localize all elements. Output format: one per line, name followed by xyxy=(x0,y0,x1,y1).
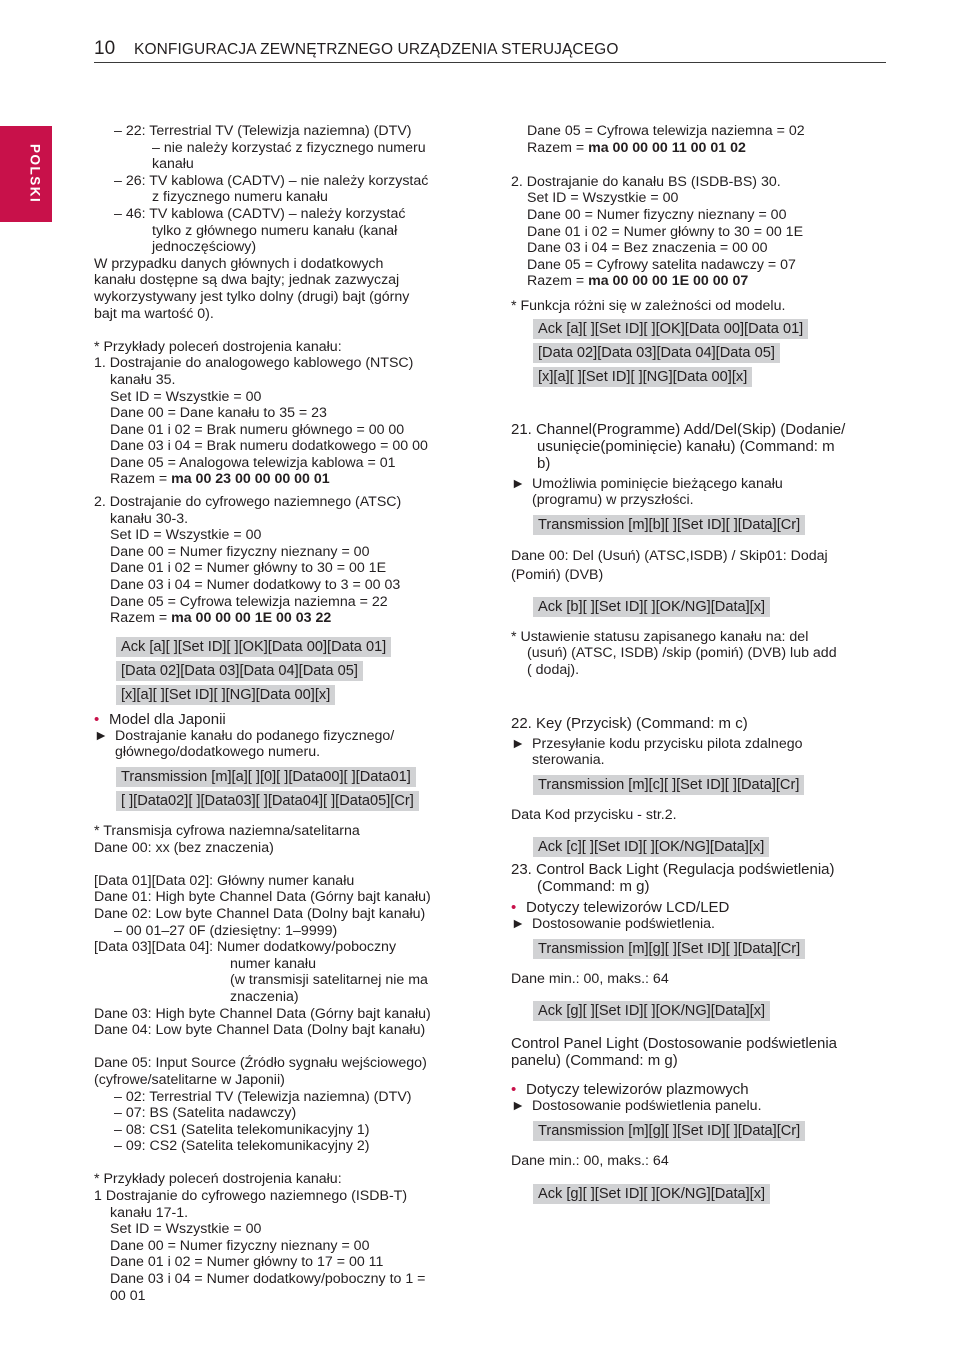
text-line: 00 01 xyxy=(110,1287,146,1304)
arrow-right-icon: ► xyxy=(511,1098,526,1115)
text-line: * Ustawienie statusu zapisanego kanału na: del xyxy=(511,628,809,645)
text-line: kanału xyxy=(152,156,194,173)
ack-command: [Data 02][Data 03][Data 04][Data 05] xyxy=(533,343,780,363)
text-line: wykorzystywany jest tylko dolny (drugi) bajt (górny xyxy=(94,288,410,305)
text-line: Dane 00: xx (bez znaczenia) xyxy=(94,839,274,856)
bullet-item xyxy=(511,1081,896,1098)
text-line xyxy=(94,610,474,627)
ack-command: Ack [a][ ][Set ID][ ][OK][Data 00][Data 01] xyxy=(116,637,391,657)
text-line: Dane min.: 00, maks.: 64 xyxy=(511,1153,669,1170)
arrow-text: Dostosowanie podświetlenia. xyxy=(532,916,715,933)
transmission-command: [ ][Data02][ ][Data03][ ][Data04][ ][Data05][Cr] xyxy=(116,791,419,811)
bullet-icon: • xyxy=(511,1081,517,1099)
text-line: Dane 01 i 02 = Brak numeru głównego = 00 00 xyxy=(110,421,405,438)
arrow-right-icon: ► xyxy=(511,475,526,492)
bullet-item xyxy=(511,899,896,916)
ack-command: [Data 02][Data 03][Data 04][Data 05] xyxy=(116,661,363,681)
ack-command: Ack [g][ ][Set ID][ ][OK/NG][Data][x] xyxy=(533,1184,770,1204)
text-line: (usuń) (ATSC, ISDB) /skip (pomiń) (DVB) lub add xyxy=(527,645,837,662)
text-line: – 46: TV kablowa (CADTV) – należy korzystać xyxy=(114,205,406,222)
text-line: Data Kod przycisku - str.2. xyxy=(511,806,677,823)
text-line: Dane 05 = Cyfrowa telewizja naziemna = 22 xyxy=(110,593,388,610)
text-line: Dane 01 i 02 = Numer główny to 30 = 00 1E xyxy=(110,560,387,577)
text-line: – 26: TV kablowa (CADTV) – nie należy korzystać xyxy=(114,172,429,189)
text-line: * Przykłady poleceń dostrojenia kanału: xyxy=(94,1171,342,1188)
arrow-item xyxy=(94,728,474,745)
text-line: (programu) w przyszłości. xyxy=(532,492,694,509)
text-line: kanału 17-1. xyxy=(110,1204,189,1221)
ack-command: Ack [a][ ][Set ID][ ][OK][Data 00][Data 01] xyxy=(533,319,808,339)
text-line: sterowania. xyxy=(532,752,605,769)
text-line: ( dodaj). xyxy=(527,661,580,678)
sum-value: ma 00 23 00 00 00 00 01 xyxy=(171,471,330,488)
sum-value: ma 00 00 00 1E 00 03 22 xyxy=(171,610,332,627)
text-line: Dane 05 = Analogowa telewizja kablowa = 01 xyxy=(110,454,396,471)
text-line: – 22: Terrestrial TV (Telewizja naziemna) (DTV) xyxy=(114,123,412,139)
bullet-text: Model dla Japonii xyxy=(109,710,226,728)
text-line: Dane 01 i 02 = Numer główny to 17 = 00 11 xyxy=(110,1254,384,1271)
transmission-command: Transmission [m][g][ ][Set ID][ ][Data][Cr] xyxy=(533,1121,805,1141)
transmission-command: Transmission [m][g][ ][Set ID][ ][Data][Cr] xyxy=(533,939,805,959)
text-line: Dane 00 = Numer fizyczny nieznany = 00 xyxy=(110,1237,370,1254)
footnote: * Funkcja różni się w zależności od modelu. xyxy=(511,297,786,314)
text-line xyxy=(511,140,896,157)
text-line: [Data 03][Data 04]: Numer dodatkowy/poboczny xyxy=(94,939,397,956)
text-line: Dane 00 = Dane kanału to 35 = 23 xyxy=(110,405,327,422)
text-line: Set ID = Wszystkie = 00 xyxy=(527,190,679,207)
bullet-item xyxy=(94,711,474,728)
text-line: Set ID = Wszystkie = 00 xyxy=(110,527,262,544)
sum-label: Razem = xyxy=(110,471,172,488)
ack-command: [x][a][ ][Set ID][ ][NG][Data 00][x] xyxy=(116,685,335,705)
section-heading: 23. Control Back Light (Regulacja podświetlenia) xyxy=(511,861,835,879)
ack-command: Ack [g][ ][Set ID][ ][OK/NG][Data][x] xyxy=(533,1001,770,1021)
text-line: – 02: Terrestrial TV (Telewizja naziemna) (DTV) xyxy=(114,1088,412,1105)
section-heading: b) xyxy=(537,454,551,472)
section-heading: (Command: m g) xyxy=(537,878,650,896)
text-line: Set ID = Wszystkie = 00 xyxy=(110,1221,262,1238)
text-line: Dane 03 i 04 = Numer dodatkowy to 3 = 00 03 xyxy=(110,577,401,594)
text-line: 2. Dostrajanie do kanału BS (ISDB-BS) 30. xyxy=(511,173,781,190)
text-line: bajt ma wartość 0). xyxy=(94,305,214,322)
arrow-item xyxy=(511,476,896,493)
page-header xyxy=(94,38,886,63)
text-line: jednoczęściowy) xyxy=(152,239,257,256)
text-line: Set ID = Wszystkie = 00 xyxy=(110,388,262,405)
text-line: Dane 03: High byte Channel Data (Górny bajt kanału) xyxy=(94,1005,431,1022)
transmission-command: Transmission [m][c][ ][Set ID][ ][Data][Cr] xyxy=(533,775,804,795)
text-line: numer kanału xyxy=(230,955,316,972)
text-line: kanału 30-3. xyxy=(110,510,189,527)
arrow-text: Umożliwia pominięcie bieżącego kanału xyxy=(532,475,783,492)
sum-value: ma 00 00 00 1E 00 00 07 xyxy=(588,273,749,290)
text-line: głównego/dodatkowego numeru. xyxy=(115,744,321,761)
bullet-text: Dotyczy telewizorów LCD/LED xyxy=(526,899,730,917)
text-line: znaczenia) xyxy=(230,988,299,1005)
arrow-item xyxy=(511,736,896,753)
text-line: [Data 01][Data 02]: Główny numer kanału xyxy=(94,872,355,889)
text-line: 2. Dostrajanie do cyfrowego naziemnego (ATSC) xyxy=(94,494,402,511)
text-line xyxy=(511,273,896,290)
sum-label: Razem = xyxy=(527,139,589,156)
arrow-item xyxy=(511,916,896,933)
text-line: (Pomiń) (DVB) xyxy=(511,566,604,583)
section-heading: panelu) (Command: m g) xyxy=(511,1052,678,1070)
ack-command: Ack [b][ ][Set ID][ ][OK/NG][Data][x] xyxy=(533,597,770,617)
text-line: Dane 04: Low byte Channel Data (Dolny bajt kanału) xyxy=(94,1022,426,1039)
page-number: 10 xyxy=(94,38,116,59)
text-line: Dane 01 i 02 = Numer główny to 30 = 00 1E xyxy=(527,223,804,240)
language-tab-label: POLSKI xyxy=(27,144,43,204)
text-line: Dane 00: Del (Usuń) (ATSC,ISDB) / Skip01: Dodaj xyxy=(511,547,828,564)
text-line: (cyfrowe/satelitarne w Japonii) xyxy=(94,1071,285,1088)
text-line: z fizycznego numeru kanału xyxy=(152,189,328,206)
text-line: Dane 03 i 04 = Brak numeru dodatkowego = 00 00 xyxy=(110,438,428,455)
arrow-right-icon: ► xyxy=(511,916,526,933)
bullet-icon: • xyxy=(94,710,100,728)
text-line: Dane 05 = Cyfrowy satelita nadawczy = 07 xyxy=(527,256,796,273)
text-line: – 09: CS2 (Satelita telekomunikacyjny 2) xyxy=(114,1138,370,1155)
arrow-item xyxy=(511,1098,896,1115)
text-line: * Transmisja cyfrowa naziemna/satelitarna xyxy=(94,823,360,839)
text-line: 1. Dostrajanie do analogowego kablowego (NTSC) xyxy=(94,355,414,372)
transmission-command: Transmission [m][a][ ][0][ ][Data00][ ][Data01] xyxy=(116,767,416,787)
text-line: kanału dostępne są dwa bajty; jednak zazwyczaj xyxy=(94,272,400,289)
text-line: – nie należy korzystać z fizycznego numeru xyxy=(152,139,426,156)
sum-value: ma 00 00 00 11 00 01 02 xyxy=(588,139,746,156)
transmission-command: Transmission [m][b][ ][Set ID][ ][Data][Cr] xyxy=(533,515,805,535)
arrow-right-icon: ► xyxy=(511,735,526,752)
arrow-text: Dostrajanie kanału do podanego fizycznego/ xyxy=(115,727,395,744)
text-line xyxy=(94,471,474,488)
ack-command: Ack [c][ ][Set ID][ ][OK/NG][Data][x] xyxy=(533,837,769,857)
text-line: W przypadku danych głównych i dodatkowych xyxy=(94,255,384,272)
text-line: tylko z głównego numeru kanału (kanał xyxy=(152,222,398,239)
text-line: 1 Dostrajanie do cyfrowego naziemnego (ISDB-T) xyxy=(94,1188,408,1205)
text-line: – 07: BS (Satelita nadawczy) xyxy=(114,1105,297,1122)
text-line: Dane 05: Input Source (Źródło sygnału wejściowego) xyxy=(94,1055,427,1072)
text-line: * Przykłady poleceń dostrojenia kanału: xyxy=(94,338,342,355)
text-line: kanału 35. xyxy=(110,371,176,388)
text-line: Dane 03 i 04 = Numer dodatkowy/poboczny to 1 = xyxy=(110,1271,426,1288)
language-tab xyxy=(0,126,52,222)
ack-command: [x][a][ ][Set ID][ ][NG][Data 00][x] xyxy=(533,367,752,387)
sum-label: Razem = xyxy=(527,273,589,290)
arrow-text: Przesyłanie kodu przycisku pilota zdalnego xyxy=(532,735,803,752)
page-title: KONFIGURACJA ZEWNĘTRZNEGO URZĄDZENIA STERUJĄCEGO xyxy=(134,41,619,58)
arrow-right-icon: ► xyxy=(94,727,109,744)
text-line: Dane 03 i 04 = Bez znaczenia = 00 00 xyxy=(527,240,768,257)
sum-label: Razem = xyxy=(110,610,172,627)
left-column xyxy=(94,123,474,1304)
text-line: – 08: CS1 (Satelita telekomunikacyjny 1) xyxy=(114,1121,370,1138)
section-heading: Control Panel Light (Dostosowanie podświetlenia xyxy=(511,1035,838,1053)
text-line: Dane 02: Low byte Channel Data (Dolny bajt kanału) xyxy=(94,905,426,922)
text-line: Dane 00 = Numer fizyczny nieznany = 00 xyxy=(110,543,370,560)
text-line: – 00 01–27 0F (dziesiętny: 1–9999) xyxy=(114,922,338,939)
right-column xyxy=(511,123,896,1206)
text-line: Dane 05 = Cyfrowa telewizja naziemna = 02 xyxy=(527,123,805,139)
section-heading: usunięcie(pominięcie) kanału) (Command: m xyxy=(537,437,835,455)
text-line: Dane 01: High byte Channel Data (Górny bajt kanału) xyxy=(94,889,431,906)
text-line: (w transmisji satelitarnej nie ma xyxy=(230,972,428,989)
text-line: Dane min.: 00, maks.: 64 xyxy=(511,970,669,987)
arrow-text: Dostosowanie podświetlenia panelu. xyxy=(532,1098,762,1115)
bullet-icon: • xyxy=(511,899,517,917)
text-line: Dane 00 = Numer fizyczny nieznany = 00 xyxy=(527,206,787,223)
bullet-text: Dotyczy telewizorów plazmowych xyxy=(526,1081,749,1099)
section-heading: 21. Channel(Programme) Add/Del(Skip) (Dodanie/ xyxy=(511,420,846,438)
section-heading: 22. Key (Przycisk) (Command: m c) xyxy=(511,714,748,732)
